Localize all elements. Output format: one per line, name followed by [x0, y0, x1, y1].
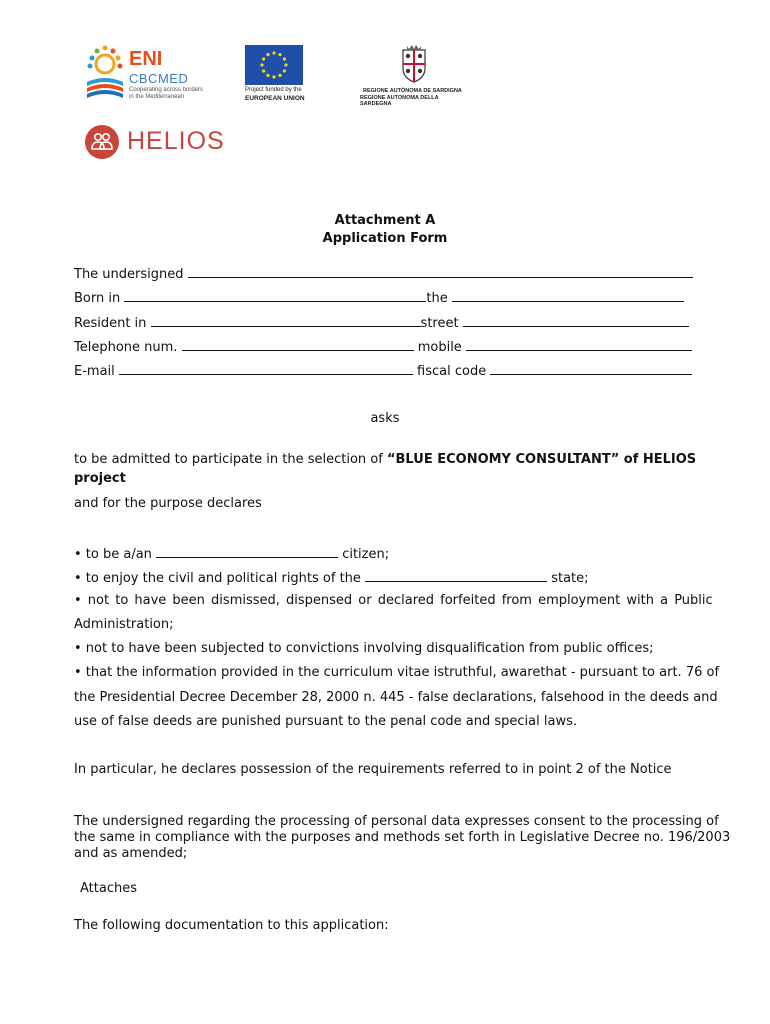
- label-email: E-mail: [74, 364, 115, 379]
- eu-line1: Project funded by the: [245, 87, 302, 93]
- field-born: [74, 289, 684, 307]
- input-email-line[interactable]: [119, 362, 413, 375]
- purpose-text: and for the purpose declares: [74, 496, 262, 511]
- doc-subtitle: Application Form: [322, 231, 448, 246]
- consent-line1: The undersigned regarding the processing of personal data expresses consent to the processing of: [74, 814, 719, 829]
- admit-line: [74, 452, 696, 468]
- bullet2-a: • to enjoy the civil and political rights of the: [74, 571, 361, 586]
- eu-logo: [245, 45, 309, 103]
- field-resident: [74, 314, 689, 332]
- eni-tag1: Cooperating across borders: [129, 87, 204, 93]
- bullet-rights: [74, 569, 589, 587]
- input-undersigned-line[interactable]: [188, 265, 693, 278]
- input-citizenship-line[interactable]: [156, 545, 338, 558]
- bullet-convictions: • not to have been subjected to convictions involving disqualification from public offices;: [74, 641, 654, 656]
- admit-bold: “BLUE ECONOMY CONSULTANT” of HELIOS: [386, 452, 697, 467]
- eu-line2: EUROPEAN UNION: [245, 95, 305, 102]
- eni-tag2: in the Mediterranean: [129, 94, 185, 100]
- input-date-line[interactable]: [452, 289, 684, 302]
- consent-line2: the same in compliance with the purposes and methods set forth in Legislative Decree no. 196/2003: [74, 830, 731, 845]
- label-born: Born in: [74, 291, 121, 306]
- doc-title: Attachment A: [334, 213, 436, 228]
- input-street-line[interactable]: [463, 314, 689, 327]
- consent-line3: and as amended;: [74, 846, 188, 861]
- eni-cbcmed-logo: [85, 44, 205, 102]
- helios-name: HELIOS: [127, 127, 225, 155]
- bullet-dismissed-cont: Administration;: [74, 617, 174, 632]
- admit-prefix: to be admitted to participate in the selection of: [74, 452, 387, 467]
- label-telephone: Telephone num.: [74, 340, 178, 355]
- label-mobile: mobile: [417, 340, 462, 355]
- eni-sun-icon: [85, 44, 125, 100]
- sardegna-line2: REGIONE AUTONOMA DELLA SARDEGNA: [360, 95, 439, 107]
- bullet1-a: • to be a/an: [74, 547, 152, 562]
- sardegna-line1: REGIONE AUTÒNOMA DE SARDIGNA: [363, 88, 462, 94]
- bullet2-b: state;: [551, 571, 589, 586]
- helios-logo: [85, 124, 235, 160]
- label-the: the: [426, 291, 448, 306]
- bullet1-b: citizen;: [342, 547, 390, 562]
- bullet-cv: • that the information provided in the curriculum vitae istruthful, awarethat - pursuant to art. 76 of: [74, 665, 720, 680]
- bullet-dismissed: • not to have been dismissed, dispensed or declared forfeited from employment with a Public: [74, 593, 713, 608]
- label-street: street: [420, 316, 459, 331]
- eu-flag-icon: [245, 45, 303, 85]
- bullet-cv-cont1: the Presidential Decree December 28, 2000 n. 445 - false declarations, falsehood in the deeds and: [74, 690, 718, 705]
- asks-text: asks: [370, 411, 400, 426]
- input-born-line[interactable]: [124, 289, 426, 302]
- sardegna-logo: [360, 44, 470, 107]
- label-undersigned: The undersigned: [74, 267, 184, 282]
- admit-bold-cont: project: [74, 471, 126, 486]
- field-undersigned: [74, 265, 693, 283]
- particular-text: In particular, he declares possession of the requirements referred to in point 2 of the Notice: [74, 762, 672, 777]
- label-resident: Resident in: [74, 316, 147, 331]
- input-state-line[interactable]: [365, 569, 547, 582]
- bullet-citizen: [74, 545, 389, 563]
- label-fiscal: fiscal code: [417, 364, 487, 379]
- eni-sub: CBCMED: [129, 71, 189, 86]
- input-telephone-line[interactable]: [182, 338, 414, 351]
- input-fiscal-line[interactable]: [490, 362, 692, 375]
- eni-name: ENI: [129, 48, 163, 70]
- sardegna-shield-icon: [397, 44, 431, 84]
- field-telephone: [74, 338, 692, 356]
- following-text: The following documentation to this application:: [74, 918, 389, 933]
- field-email: [74, 362, 692, 380]
- input-resident-line[interactable]: [151, 314, 421, 327]
- helios-people-icon: [85, 125, 119, 159]
- bullet-cv-cont2: use of false deeds are punished pursuant to the penal code and special laws.: [74, 714, 577, 729]
- input-mobile-line[interactable]: [466, 338, 692, 351]
- attaches-text: Attaches: [80, 881, 137, 896]
